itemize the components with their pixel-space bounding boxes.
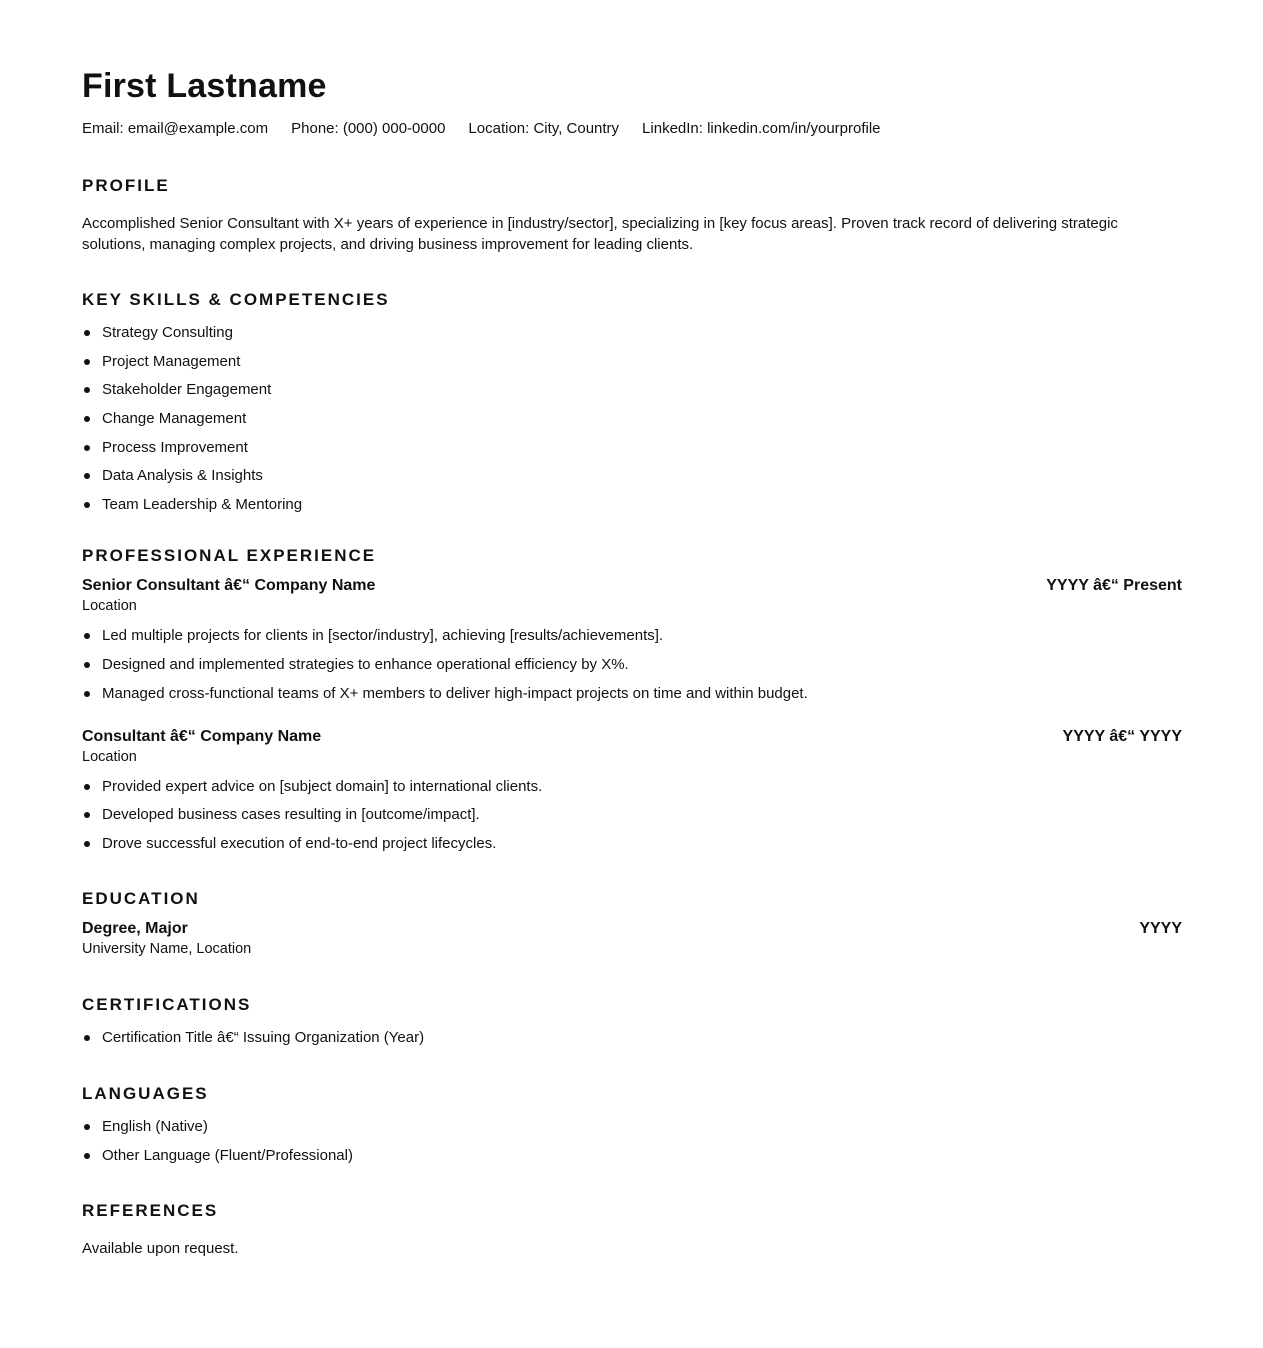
list-item: Process Improvement [82, 438, 1182, 458]
list-item: Provided expert advice on [subject domain] to international clients. [82, 777, 1182, 797]
section-title: CERTIFICATIONS [82, 994, 252, 1014]
job-title: Consultant â€“ Company Name [82, 727, 322, 745]
list-item: Other Language (Fluent/Professional) [82, 1146, 1182, 1166]
degree: Degree, Major [82, 919, 188, 937]
section-title: PROFILE [82, 176, 170, 195]
skills-list [82, 323, 1182, 515]
job-dates: YYYY â€“ Present [1046, 577, 1182, 595]
candidate-name: First Lastname [82, 67, 327, 105]
contact-line [82, 119, 1182, 139]
job-dates: YYYY â€“ YYYY [1062, 727, 1182, 745]
references-text: Available upon request. [82, 1239, 239, 1257]
job-title: Senior Consultant â€“ Company Name [82, 577, 376, 595]
section-title: EDUCATION [82, 888, 200, 908]
section-title: REFERENCES [82, 1200, 219, 1220]
list-item: Led multiple projects for clients in [sector/industry], achieving [results/achievements]. [82, 626, 1182, 646]
list-item: Strategy Consulting [82, 323, 1182, 343]
section-title: LANGUAGES [82, 1083, 209, 1103]
section-title: PROFESSIONAL EXPERIENCE [82, 546, 377, 566]
list-item: Managed cross-functional teams of X+ members to deliver high-impact projects on time and within budget. [82, 684, 1182, 704]
profile-text: Accomplished Senior Consultant with X+ years of experience in [industry/sector], specializing in [key focus areas]. Proven track record of delivering strategic solutions, managing complex projects, and driving business improvement for leading clients. [82, 215, 1118, 253]
job-location: Location [82, 748, 137, 765]
list-item: Change Management [82, 409, 1182, 429]
experience-section [82, 545, 1182, 854]
job-header [82, 726, 1182, 747]
job-location: Location [82, 598, 137, 615]
list-item: Developed business cases resulting in [outcome/impact]. [82, 805, 1182, 825]
education-header [82, 918, 1182, 939]
list-item: Data Analysis & Insights [82, 466, 1182, 486]
profile-section [82, 175, 1182, 255]
job-entry [82, 726, 1182, 854]
certifications-list [82, 1028, 1182, 1048]
graduation-year: YYYY [1139, 919, 1182, 937]
languages-list [82, 1117, 1182, 1166]
skills-section [82, 289, 1182, 515]
education-section [82, 888, 1182, 959]
list-item: Stakeholder Engagement [82, 380, 1182, 400]
job-header [82, 575, 1182, 596]
contact-location: Location: City, Country [468, 120, 620, 137]
list-item: Team Leadership & Mentoring [82, 495, 1182, 515]
list-item: Drove successful execution of end-to-end project lifecycles. [82, 834, 1182, 854]
contact-phone: Phone: (000) 000-0000 [291, 120, 446, 137]
list-item: Project Management [82, 352, 1182, 372]
certifications-section [82, 994, 1182, 1048]
job-bullets [82, 777, 1182, 854]
university: University Name, Location [82, 940, 252, 957]
languages-section [82, 1083, 1182, 1166]
references-section [82, 1200, 1182, 1259]
list-item: English (Native) [82, 1117, 1182, 1137]
list-item: Certification Title â€“ Issuing Organization (Year) [82, 1028, 1182, 1048]
section-title: KEY SKILLS & COMPETENCIES [82, 290, 390, 309]
contact-email: Email: email@example.com [82, 120, 269, 137]
contact-linkedin: LinkedIn: linkedin.com/in/yourprofile [642, 120, 881, 137]
list-item: Designed and implemented strategies to enhance operational efficiency by X%. [82, 655, 1182, 675]
job-bullets [82, 626, 1182, 703]
job-entry [82, 575, 1182, 703]
